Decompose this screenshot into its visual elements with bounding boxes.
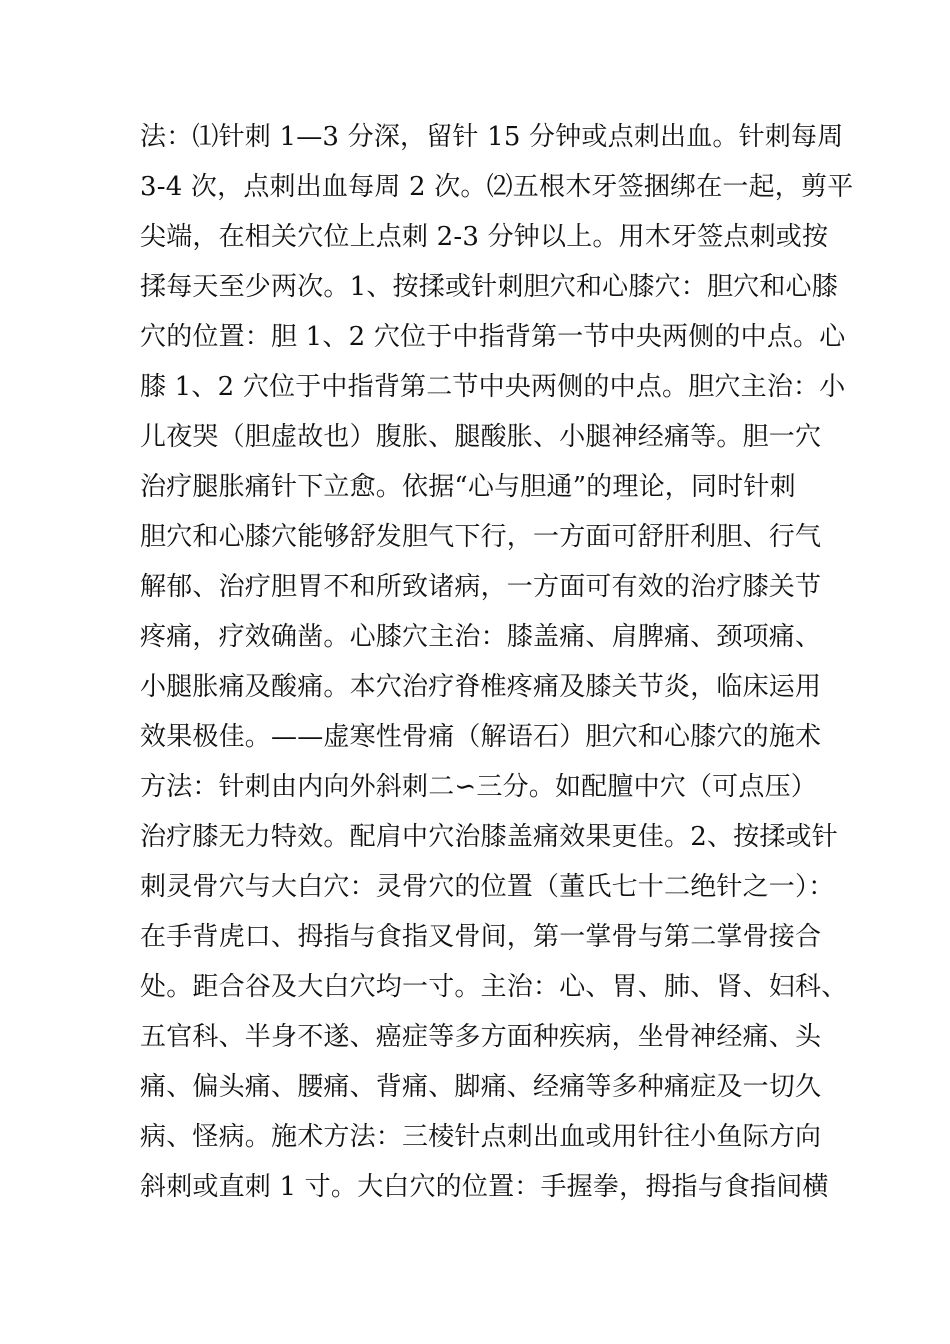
text-line: 病、怪病。施术方法：三棱针点刺出血或用针往小鱼际方向 <box>140 1122 822 1152</box>
text-line: 治疗腿胀痛针下立愈。依据“心与胆通”的理论，同时针刺 <box>140 472 796 502</box>
text-line: 效果极佳。——虚寒性骨痛（解语石）胆穴和心膝穴的施术 <box>140 722 822 752</box>
text-line: 尖端，在相关穴位上点刺 2-3 分钟以上。用木牙签点刺或按 <box>140 222 829 252</box>
text-line: 3-4 次，点刺出血每周 2 次。⑵五根木牙签捆绑在一起，剪平 <box>140 172 854 202</box>
text-line: 在手背虎口、拇指与食指叉骨间，第一掌骨与第二掌骨接合 <box>140 922 822 952</box>
text-line: 解郁、治疗胆胃不和所致诸病，一方面可有效的治疗膝关节 <box>140 572 822 602</box>
body-text <box>140 112 854 1212</box>
text-line: 小腿胀痛及酸痛。本穴治疗脊椎疼痛及膝关节炎，临床运用 <box>140 672 822 702</box>
text-line: 穴的位置：胆 1、2 穴位于中指背第一节中央两侧的中点。心 <box>140 322 846 352</box>
text-line: 五官科、半身不遂、癌症等多方面种疾病，坐骨神经痛、头 <box>140 1022 822 1052</box>
text-line: 处。距合谷及大白穴均一寸。主治：心、胃、肺、肾、妇科、 <box>140 972 848 1002</box>
text-line: 膝 1、2 穴位于中指背第二节中央两侧的中点。胆穴主治：小 <box>140 372 846 402</box>
text-line: 方法：针刺由内向外斜刺二∽三分。如配膻中穴（可点压） <box>140 772 817 802</box>
text-line: 疼痛，疗效确凿。心膝穴主治：膝盖痛、肩脾痛、颈项痛、 <box>140 622 822 652</box>
text-line: 痛、偏头痛、腰痛、背痛、脚痛、经痛等多种痛症及一切久 <box>140 1072 822 1102</box>
text-line: 揉每天至少两次。1、按揉或针刺胆穴和心膝穴：胆穴和心膝 <box>140 272 838 302</box>
text-line: 刺灵骨穴与大白穴：灵骨穴的位置（董氏七十二绝针之一）： <box>140 872 835 902</box>
text-line: 儿夜哭（胆虚故也）腹胀、腿酸胀、小腿神经痛等。胆一穴 <box>140 422 822 452</box>
text-line: 治疗膝无力特效。配肩中穴治膝盖痛效果更佳。2、按揉或针 <box>140 822 838 852</box>
text-line: 斜刺或直刺 1 寸。大白穴的位置：手握拳，拇指与食指间横 <box>140 1172 829 1202</box>
text-line: 胆穴和心膝穴能够舒发胆气下行，一方面可舒肝利胆、行气 <box>140 522 822 552</box>
text-line: 法：⑴针刺 1—3 分深，留针 15 分钟或点刺出血。针刺每周 <box>140 122 844 152</box>
